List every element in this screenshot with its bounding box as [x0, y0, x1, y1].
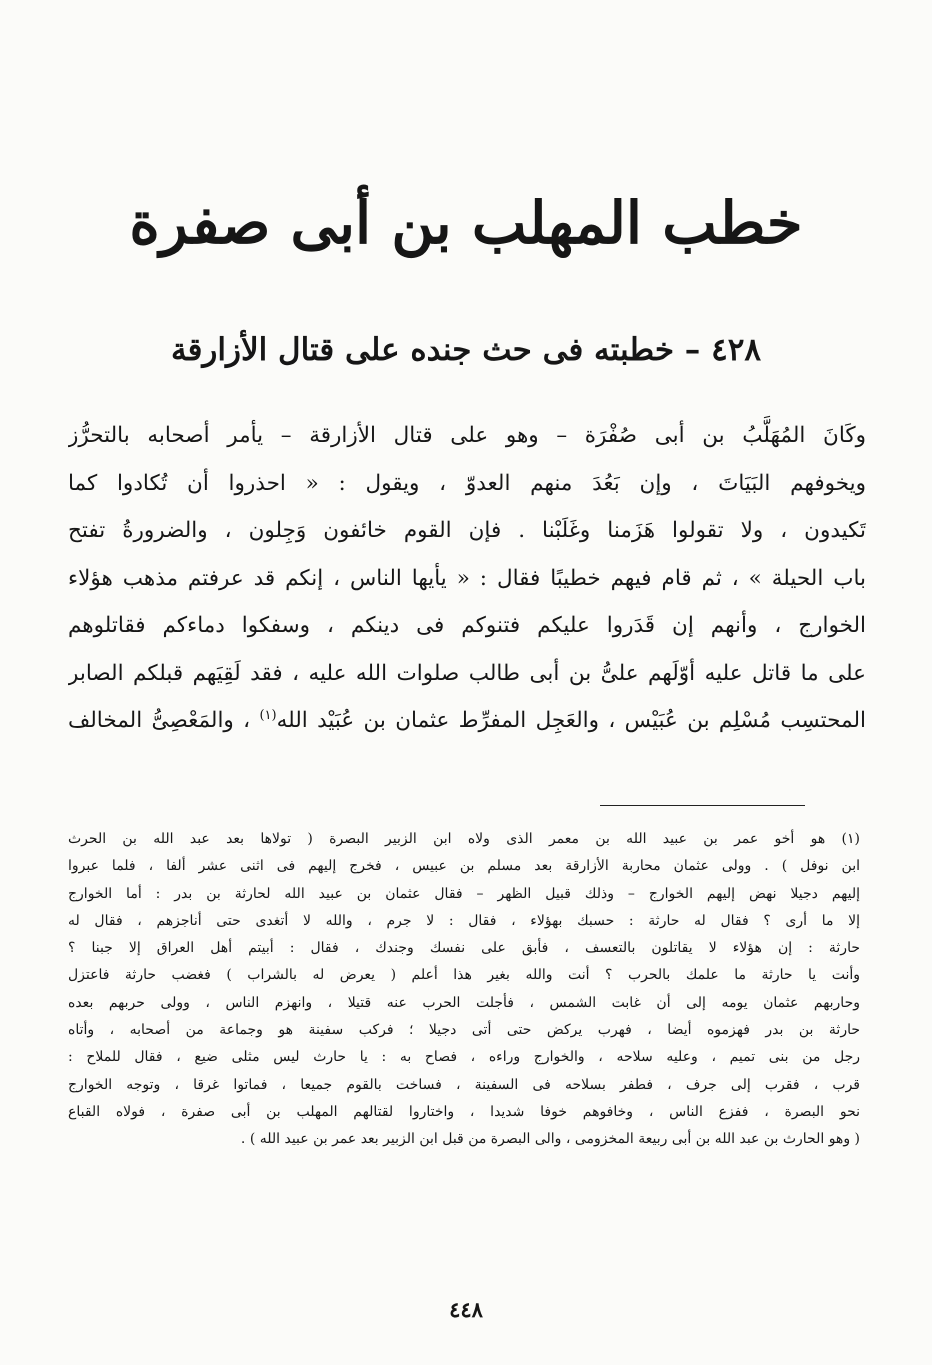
- main-text: [68, 412, 866, 745]
- footnote-line: قرب ، فقرب إلى جرف ، فطفر بسلاحه فى السفينة ، فساخت بالقوم جميعا ، فماتوا غرقا ، وتوجه الخوارج: [68, 1076, 860, 1093]
- footnote-line: رجل من بنى تميم ، وعليه سلاحه ، والخوارج وراءه ، فصاح به : يا حارث ليس مثلى ضيع ، فقال للملاح :: [68, 1049, 860, 1066]
- footnote-line: (١) هو أخو عمر بن عبيد الله بن معمر الذى ولاه ابن الزبير البصرة ( تولاها بعد عبد الله بن الحرث: [68, 831, 860, 847]
- footnote-separator: [600, 805, 805, 806]
- text-line: الخوارج ، وأنهم إن قَدَروا عليكم فتنوكم فى دينكم ، وسفكوا دماءكم فقاتلوهم: [68, 613, 866, 638]
- section-heading: ٤٢٨ – خطبته فى حث جنده على قتال الأزارقة: [170, 332, 762, 368]
- footnotes: [68, 826, 860, 1154]
- text-line-last: [68, 697, 866, 745]
- page-title: خطب المهلب بن أبى صفرة: [129, 189, 803, 257]
- footnote-line: نحو البصرة ، ففزع الناس ، وخافوهم خوفا شديدا ، واختاروا لقتالهم المهلب بن أبى صفرة ، فولاه القباع: [68, 1103, 860, 1120]
- footnote-line: حارثة بن بدر فهزموه أيضا ، فهرب يركض حتى أتى دجيلا ؛ فركب سفينة هو وجماعة من أصحابه ، وأتاه: [68, 1022, 860, 1039]
- text-line: على ما قاتل عليه أوّلَهم علىُّ بن أبى طالب صلوات الله عليه ، فقد لَقِيَهم قبلكم الصابر: [68, 660, 866, 686]
- footnote-line: حارثة : إن هؤلاء لا يقاتلون بالتعسف ، فأبق على نفسك وجندك ، فقال : أبيتم أهل العراق إلا جبنا ؟: [68, 940, 860, 957]
- text-line: باب الحيلة » ، ثم قام فيهم خطيبًا فقال : « يأيها الناس ، إنكم قد عرفتم مذهب هؤلاء: [68, 565, 866, 591]
- text-line: تَكيدون ، ولا تقولوا هَزَمنا وغَلَبْنا . فإن القوم خائفون وَجِلون ، والضرورةُ تفتح: [68, 518, 866, 543]
- text-line: وكَانَ المُهَلَّبُ بن أبى صُفْرَة – وهو على قتال الأزارقة – يأمر أصحابه بالتحرُّز: [68, 423, 866, 448]
- text-line-content: المحتسِب مُسْلِم بن عُبَيْس ، والعَجِل المفرِّط عثمان بن عُبَيْد الله: [276, 708, 866, 733]
- footnote-line: ( وهو الحارث بن عبد الله بن أبى ربيعة المخزومى ، والى البصرة من قبل ابن الزبير بعد عمر بن عبيد الله ) .: [240, 1131, 860, 1148]
- footnote-line: وأنت يا حارثة ما علمك بالحرب ؟ أنت والله بغير هذا أعلم ( يعرض له بالشراب ) فغضب حارثة فاعتزل: [68, 967, 860, 984]
- text-line: ويخوفهم البَيَاتَ ، وإن بَعُدَ منهم العدوّ ، ويقول : « احذروا أن تُكادوا كما: [68, 470, 866, 496]
- text-line-tail: ، والمَعْصِىُّ المخالف: [68, 708, 251, 733]
- footnote-line: إلا ما أرى ؟ فقال له حارثة : حسبك بهؤلاء ، فقال : لا جرم ، والله لا أتغدى حتى أناجزهم ، فقال له: [68, 912, 860, 929]
- footnote-line: إليهم دجيلا نهض إليهم الخوارج – وذلك قبيل الظهر – فقال عثمان بن عبيد الله لحارثة بن بدر : أما الخوارج: [68, 885, 860, 902]
- footnote-line: ابن نوفل ) . وولى عثمان محاربة الأزارقة بعد مسلم بن عبيس ، فخرج إليهم فى اثنى عشر ألفا ، فلما عبروا: [68, 858, 860, 875]
- footnote-line: وحاربهم عثمان يومه إلى أن غابت الشمس ، فأجلت الحرب عنه قتيلا ، وانهزم الناس ، وولى حربهم بعده: [68, 994, 860, 1011]
- footnote-reference: (١): [259, 707, 277, 723]
- page-number: ٤٤٨: [449, 1297, 483, 1322]
